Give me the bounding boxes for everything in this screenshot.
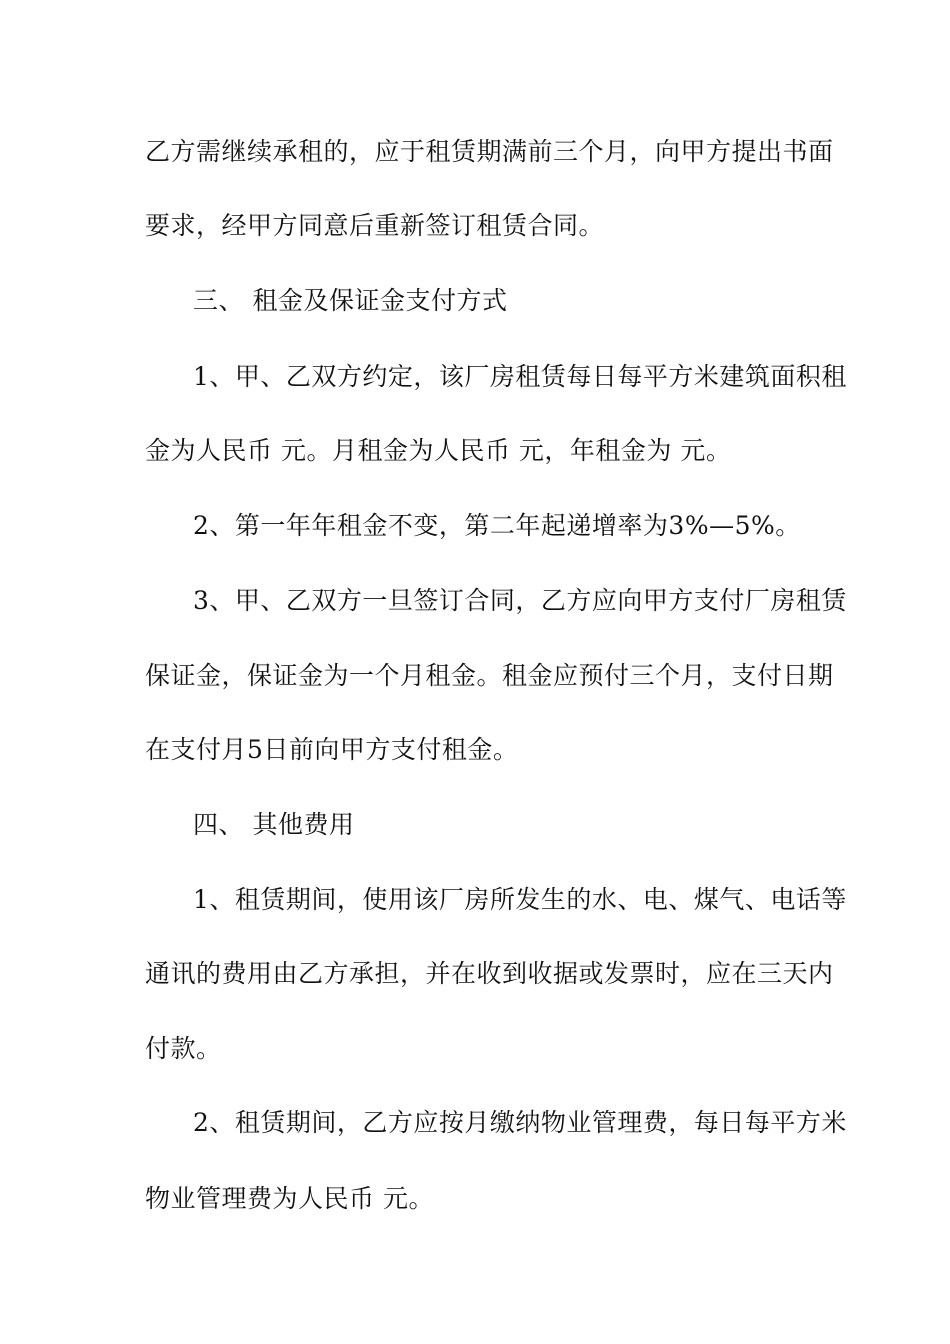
text-line: 通讯的费用由乙方承担，并在收到收据或发票时，应在三天内 (145, 959, 834, 988)
text-line: 物业管理费为人民币 元。 (145, 1184, 434, 1213)
text-line: 2、租赁期间，乙方应按月缴纳物业管理费，每日每平方米 (193, 1108, 847, 1137)
text-line: 付款。 (145, 1034, 222, 1063)
text-line: 乙方需继续承租的，应于租赁期满前三个月，向甲方提出书面 (145, 137, 834, 166)
text-line: 保证金，保证金为一个月租金。租金应预付三个月，支付日期 (145, 661, 834, 690)
text-line: 要求，经甲方同意后重新签订租赁合同。 (145, 211, 605, 240)
text-line: 3、甲、乙双方一旦签订合同，乙方应向甲方支付厂房租赁 (193, 586, 847, 615)
text-line: 2、第一年年租金不变，第二年起递增率为3%—5%。 (193, 511, 801, 540)
text-line: 在支付月5日前向甲方支付租金。 (145, 735, 519, 764)
text-line: 1、甲、乙双方约定，该厂房租赁每日每平方米建筑面积租 (193, 362, 847, 391)
text-line: 金为人民币 元。月租金为人民币 元，年租金为 元。 (145, 436, 732, 465)
text-line: 1、租赁期间，使用该厂房所发生的水、电、煤气、电话等 (193, 885, 847, 914)
section-heading: 四、 其他费用 (193, 810, 355, 839)
section-heading: 三、 租金及保证金支付方式 (193, 286, 508, 315)
